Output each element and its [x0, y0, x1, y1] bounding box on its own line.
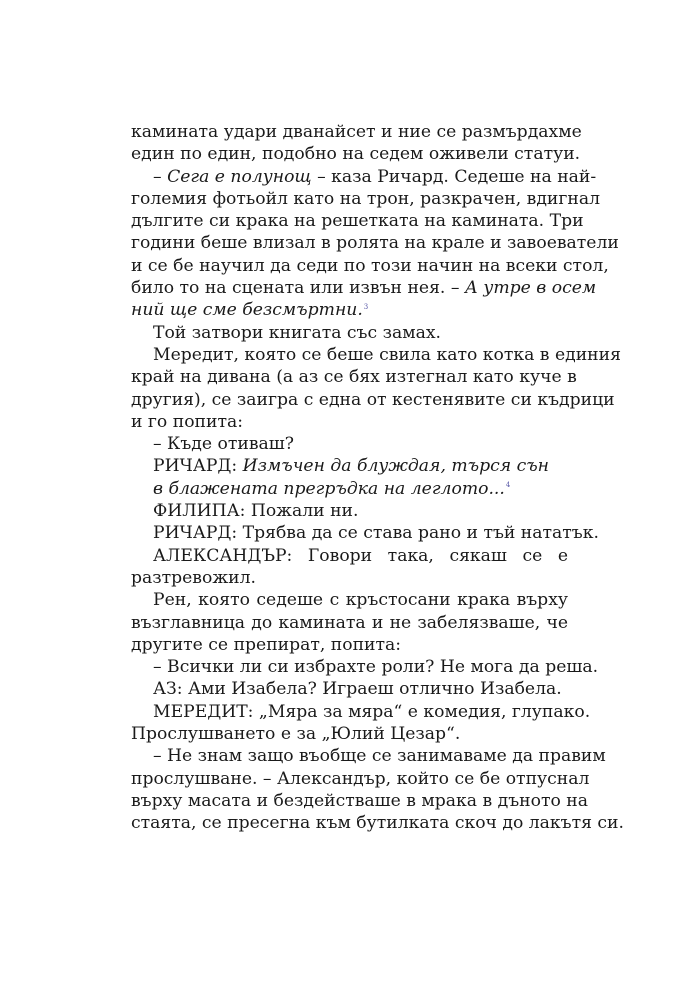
text-span: – — [153, 166, 168, 187]
text-line — [131, 411, 568, 433]
text-span: АЗ: Ами Изабела? Играеш отлично Изабела. — [153, 679, 562, 700]
text-line — [131, 790, 588, 812]
text-span: край на дивана (а аз се бях изтегнал като куче в — [131, 367, 577, 388]
italic-text: Сега е полунощ — [167, 166, 312, 187]
italic-text: А утре в осем — [464, 278, 597, 299]
text-line — [131, 745, 606, 767]
text-span: и го попита: — [131, 411, 243, 432]
text-line — [131, 299, 568, 321]
text-span: стаята, се пресегна към бутилката скоч до лакътя си. — [131, 813, 624, 834]
text-line — [131, 589, 568, 611]
text-span: дългите си крака на решетката на камината. Три — [131, 211, 584, 232]
text-line — [131, 478, 568, 500]
text-span: големия фотьойл като на трон, разкрачен, вдигнал — [131, 188, 601, 209]
text-line — [131, 322, 568, 344]
text-line — [131, 455, 568, 477]
text-span: Прослушването е за „Юлий Цезар“. — [131, 724, 461, 745]
text-line — [131, 232, 619, 254]
text-span: възглавница до камината и не забелязваше, че — [131, 612, 568, 633]
text-line — [131, 121, 582, 143]
text-span: другия), се заигра с една от кестенявите си къдрици — [131, 389, 615, 410]
italic-text: в блажената прегръдка на леглото... — [153, 478, 505, 499]
text-line — [131, 344, 621, 366]
text-line — [131, 433, 568, 455]
text-span: върху масата и бездействаше в мрака в дъното на — [131, 790, 588, 811]
text-line — [131, 545, 568, 567]
text-line — [131, 634, 568, 656]
text-line — [131, 389, 615, 411]
text-span: РИЧАРД: Трябва да се става рано и тъй нататък. — [153, 523, 599, 544]
text-span: и се бе научил да седи по този начин на всеки стол, — [131, 255, 609, 276]
text-line — [131, 188, 601, 210]
text-span: Мередит, която се беше свила като котка в единия — [153, 344, 621, 365]
text-line — [131, 366, 577, 388]
text-line — [131, 255, 609, 277]
text-span: ФИЛИПА: Пожали ни. — [153, 501, 359, 522]
text-span: години беше влизал в ролята на крале и завоеватели — [131, 233, 619, 254]
text-line — [131, 522, 599, 544]
text-line — [131, 612, 568, 634]
text-line — [131, 143, 581, 165]
text-span: прослушване. – Александър, който се бе отпуснал — [131, 768, 590, 789]
text-span: – Не знам защо въобще се занимаваме да правим — [153, 746, 606, 767]
text-line — [131, 166, 597, 188]
text-line — [131, 656, 599, 678]
footnote-reference: 3 — [363, 302, 369, 311]
text-line — [131, 768, 590, 790]
text-span: камината удари дванайсет и ние се размърдахме — [131, 122, 582, 142]
body-text — [131, 121, 624, 835]
footnote-reference: 4 — [505, 481, 511, 490]
text-span: другите се препират, попита: — [131, 634, 402, 655]
text-line — [131, 277, 597, 299]
text-line — [131, 812, 624, 834]
text-span: Рен, която седеше с кръстосани крака върху — [153, 590, 568, 611]
text-line — [131, 701, 591, 723]
text-span: – Всички ли си избрахте роли? Не мога да реша. — [153, 657, 599, 678]
text-span: – Къде отиваш? — [153, 434, 294, 455]
text-span: било то на сцената или извън нея. – — [131, 278, 465, 299]
text-line — [131, 210, 584, 232]
italic-text: ний ще сме безсмъртни. — [131, 300, 363, 321]
text-line — [131, 500, 568, 522]
text-span: Той затвори книгата със замах. — [153, 322, 441, 343]
text-span: РИЧАРД: — [153, 456, 243, 477]
text-span: МЕРЕДИТ: „Мяра за мяра“ е комедия, глупако. — [153, 701, 591, 722]
text-span: – каза Ричард. Седеше на най- — [311, 166, 597, 187]
text-span: АЛЕКСАНДЪР: Говори така, сякаш се е — [153, 545, 568, 566]
text-line — [131, 723, 568, 745]
text-line — [131, 567, 568, 589]
text-span: разтревожил. — [131, 567, 256, 588]
text-line — [131, 678, 568, 700]
italic-text: Измъчен да блуждая, търся сън — [242, 456, 549, 477]
text-span: един по един, подобно на седем оживели статуи. — [131, 144, 581, 165]
